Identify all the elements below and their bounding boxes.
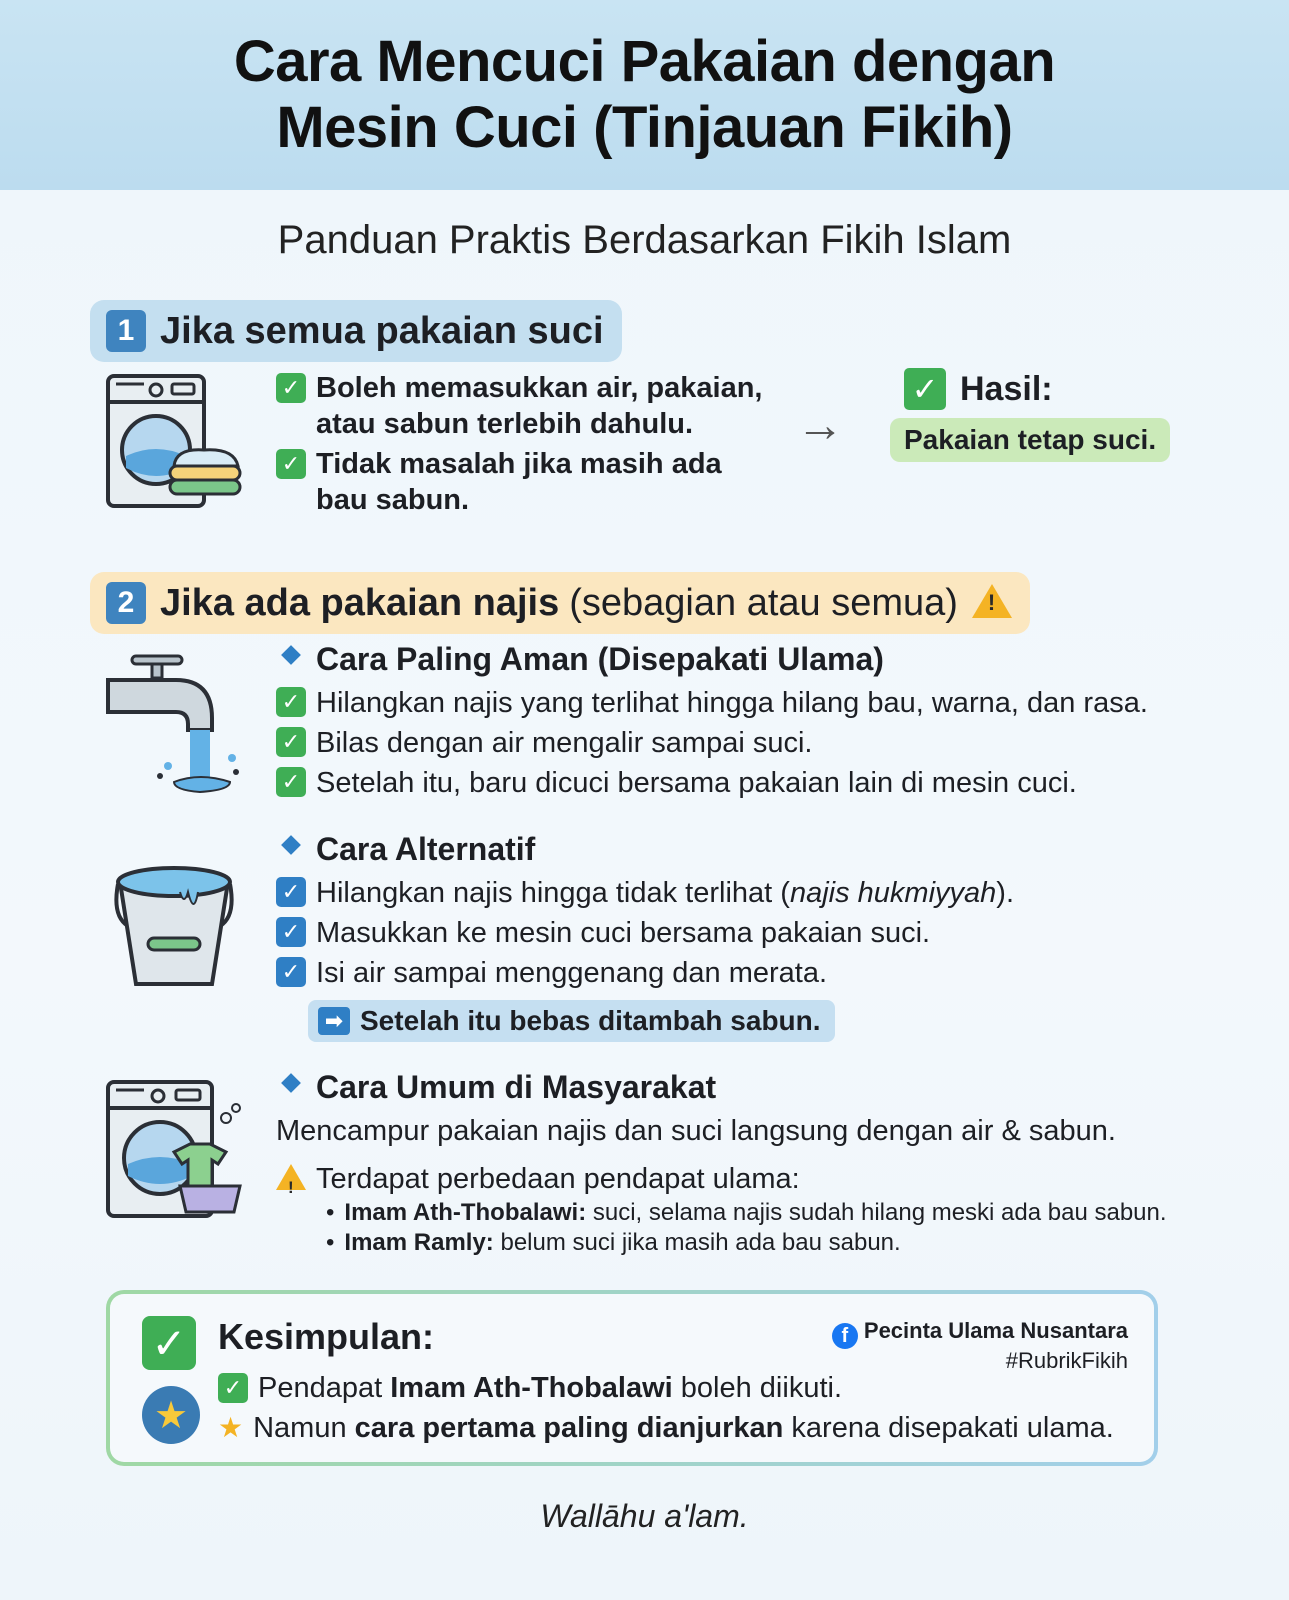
list-item: ✓ Setelah itu, baru dicuci bersama pakaian lain di mesin cuci. [276,764,1148,802]
warning-icon [276,1164,306,1190]
checkbox-icon: ✓ [276,957,306,987]
list-item: ✓ Boleh memasukkan air, pakaian, atau sabun terlebih dahulu. [276,370,776,442]
section2-title: Jika ada pakaian najis [160,581,560,624]
section2-title-note: (sebagian atau semua) [569,581,958,624]
common-method-heading: Cara Umum di Masyarakat [276,1068,1167,1106]
arrow-right-icon: → [796,399,844,452]
star-badge-icon: ★ [142,1386,200,1444]
common-method [276,1068,1167,1258]
list-item: ✓ Bilas dengan air mengalir sampai suci. [276,724,1148,762]
warning-icon [972,584,1012,618]
checkbox-icon: ✓ [276,917,306,947]
check-icon: ✓ [904,368,946,410]
checkbox-icon: ✓ [276,877,306,907]
list-item: ★ Namun cara pertama paling dianjurkan karena disepakati ulama. [218,1408,1114,1448]
list-item: ✓ Hilangkan najis hingga tidak terlihat (najis hukmiyyah). [276,874,1014,912]
common-method-description: Mencampur pakaian najis dan suci langsung dengan air & sabun. [276,1115,1116,1147]
check-icon: ✓ [218,1373,248,1403]
safe-method [276,640,1148,802]
section2-number: 2 [106,582,146,624]
conclusion-title: Kesimpulan: [218,1316,435,1357]
check-icon: ✓ [276,449,306,479]
safe-method-heading: Cara Paling Aman (Disepakati Ulama) [276,640,1148,678]
arrow-right-icon: ➡ [318,1007,350,1035]
list-item: ✓ Masukkan ke mesin cuci bersama pakaian suci. [276,914,1014,952]
bucket-icon [108,856,240,992]
page-subtitle: Panduan Praktis Berdasarkan Fikih Islam [277,218,1012,262]
warning-line: ! Terdapat perbedaan pendapat ulama: [276,1160,1167,1198]
opinion-item: • Imam Ath-Thobalawi: suci, selama najis sudah hilang meski ada bau sabun. [326,1199,1167,1226]
result-heading: ✓ Hasil: [904,368,1053,410]
section1-number: 1 [106,310,146,352]
star-icon: ★ [218,1412,244,1443]
conclusion-box [106,1290,1158,1466]
list-item: ✓ Tidak masalah jika masih ada bau sabun. [276,446,776,518]
check-icon: ✓ [276,373,306,403]
check-icon: ✓ [276,767,306,797]
diamond-bullet-icon [281,835,301,855]
water-faucet-icon [104,650,244,796]
list-item: ✓ Isi air sampai menggenang dan merata. [276,954,1014,992]
page-title: Cara Mencuci Pakaian dengan Mesin Cuci (Tinjauan Fikih) [233,29,1056,160]
diamond-bullet-icon [281,645,301,665]
closing-text: Wallāhu a'lam. [540,1498,749,1534]
alternative-method-heading: Cara Alternatif [276,830,1014,868]
check-icon: ✓ [142,1316,196,1370]
hashtag: #RubrikFikih [1005,1348,1128,1373]
check-icon: ✓ [276,727,306,757]
credit: f Pecinta Ulama Nusantara #RubrikFikih [832,1316,1128,1376]
section1-heading [90,300,622,362]
list-item: ✓ Pendapat Imam Ath-Thobalawi boleh diikuti. [218,1368,1114,1408]
header-banner [0,0,1289,190]
diamond-bullet-icon [281,1073,301,1093]
washing-machine-icon [104,372,244,512]
list-item: ✓ Hilangkan najis yang terlihat hingga hilang bau, warna, dan rasa. [276,684,1148,722]
facebook-icon: f [832,1323,858,1349]
alternative-method [276,830,1014,1042]
section2-heading [90,572,1030,634]
section1-list [276,370,776,522]
alternative-note-badge: ➡ Setelah itu bebas ditambah sabun. [308,1000,835,1042]
section1-title: Jika semua pakaian suci [160,309,604,352]
check-icon: ✓ [276,687,306,717]
opinion-item: • Imam Ramly: belum suci jika masih ada bau sabun. [326,1229,901,1256]
result-badge: Pakaian tetap suci. [890,418,1170,462]
washing-machine-laundry-icon [104,1078,246,1220]
conclusion-list [218,1368,1114,1448]
